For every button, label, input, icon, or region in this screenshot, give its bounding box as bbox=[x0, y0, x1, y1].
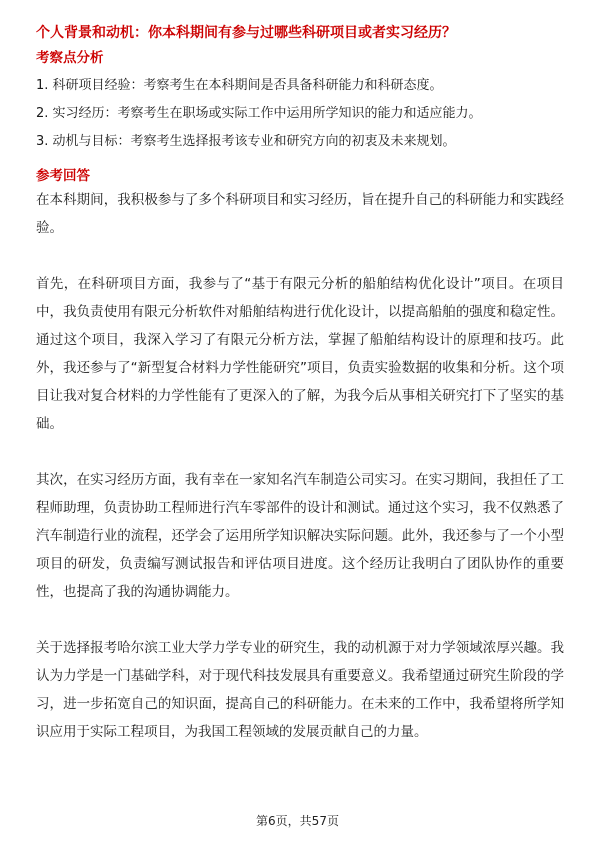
question-title: 个人背景和动机：你本科期间有参与过哪些科研项目或者实习经历？ bbox=[36, 25, 456, 41]
answer-paragraph: 首先，在科研项目方面，我参与了“基于有限元分析的船舶结构优化设计”项目。在项目中，我负责使用有限元分析软件对船舶结构进行优化设计，以提高船舶的强度和稳定性。通过这个项目，我深入学习了有限元分析方法，掌握了船舶结构设计的原理和技巧。此外，我还参与了“新型复合材料力学性能研究”项目，负责实验数据的收集和分析。这个项目让我对复合材料的力学性能有了更深入的了解，为我今后从事相关研究打下了坚实的基础。 bbox=[36, 276, 564, 432]
analysis-point: 1. 科研项目经验：考察考生在本科期间是否具备科研能力和科研态度。 bbox=[36, 78, 443, 93]
analysis-heading: 考察点分析 bbox=[36, 50, 104, 66]
page-number: 第6页，共57页 bbox=[256, 814, 339, 828]
analysis-point: 2. 实习经历：考察考生在职场或实际工作中运用所学知识的能力和适应能力。 bbox=[36, 106, 482, 121]
answer-paragraph: 其次，在实习经历方面，我有幸在一家知名汽车制造公司实习。在实习期间，我担任了工程师助理，负责协助工程师进行汽车零部件的设计和测试。通过这个实习，我不仅熟悉了汽车制造行业的流程，还学会了运用所学知识解决实际问题。此外，我还参与了一个小型项目的研发，负责编写测试报告和评估项目进度。这个经历让我明白了团队协作的重要性，也提高了我的沟通协调能力。 bbox=[36, 472, 564, 600]
document-page bbox=[36, 22, 564, 746]
answer-body bbox=[36, 186, 564, 746]
analysis-point: 3. 动机与目标：考察考生选择报考该专业和研究方向的初衷及未来规划。 bbox=[36, 134, 456, 149]
answer-paragraph: 关于选择报考哈尔滨工业大学力学专业的研究生，我的动机源于对力学领域浓厚兴趣。我认为力学是一门基础学科，对于现代科技发展具有重要意义。我希望通过研究生阶段的学习，进一步拓宽自己的知识面，提高自己的科研能力。在未来的工作中，我希望将所学知识应用于实际工程项目，为我国工程领域的发展贡献自己的力量。 bbox=[36, 640, 564, 740]
answer-paragraph: 在本科期间，我积极参与了多个科研项目和实习经历，旨在提升自己的科研能力和实践经验。 bbox=[36, 192, 564, 236]
answer-heading: 参考回答 bbox=[36, 168, 90, 184]
